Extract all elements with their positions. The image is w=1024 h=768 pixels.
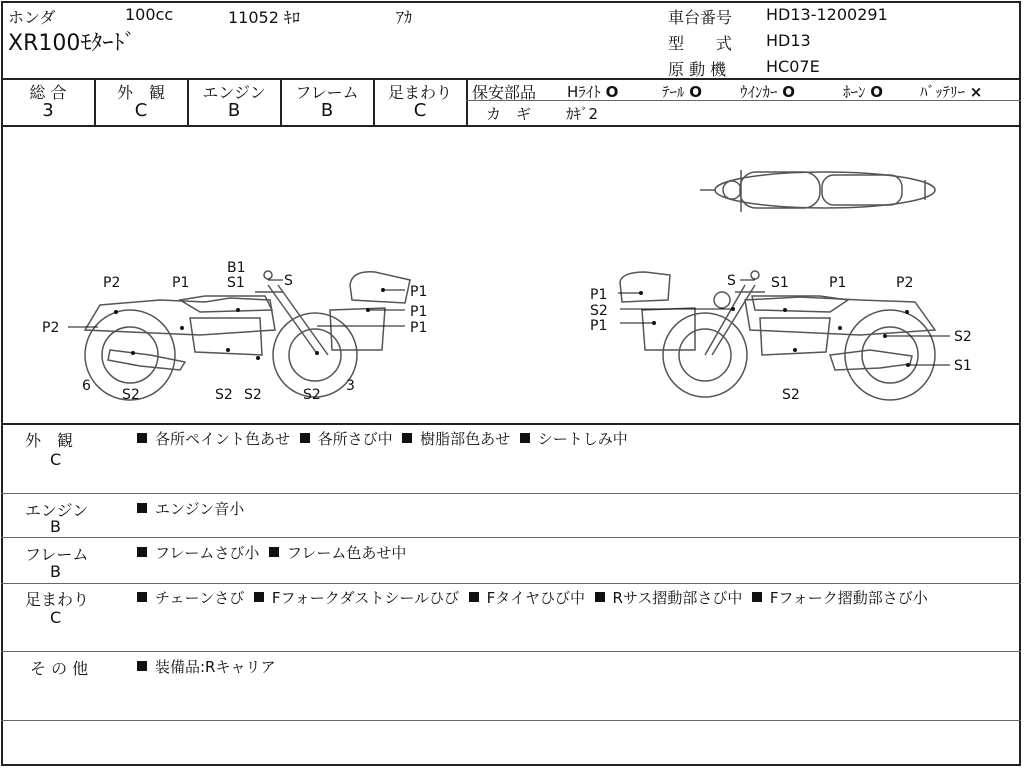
remark-notes-exterior: 各所ペイント色あせ 各所さび中 樹脂部色あせ シートしみ中: [137, 428, 628, 449]
grade-label-frame: フレーム: [295, 83, 359, 102]
type-value: HD13: [766, 31, 811, 50]
damage-label: S2: [303, 387, 321, 403]
grade-frame: B: [320, 100, 334, 121]
key-label: カ ギ: [486, 105, 532, 123]
damage-label: B1: [227, 260, 246, 276]
damage-label: S2: [590, 303, 608, 319]
damage-label: S2: [782, 387, 800, 403]
remark-category-exterior: 外 観: [25, 431, 74, 450]
safety-item-winker: ｳｲﾝｶｰ O: [740, 83, 796, 101]
bullet-icon: [469, 592, 479, 602]
bullet-icon: [254, 592, 264, 602]
divider: [1, 720, 1021, 721]
left-view-motorcycle: [85, 271, 410, 400]
model-name: XR100ﾓﾀｰﾄﾞ: [8, 31, 136, 56]
damage-label: P2: [103, 275, 121, 291]
divider: [1, 651, 1021, 652]
safety-label: 保安部品: [472, 83, 537, 102]
grade-label-exterior: 外 観: [116, 83, 165, 102]
remark-category-frame: フレーム: [25, 545, 89, 564]
bullet-icon: [137, 661, 147, 671]
bullet-icon: [402, 433, 412, 443]
damage-label: P2: [42, 320, 60, 336]
grade-suspension: C: [413, 100, 427, 121]
safety-item-headlight: Hﾗｲﾄ O: [567, 83, 619, 101]
displacement: 100cc: [125, 5, 174, 24]
bullet-icon: [137, 433, 147, 443]
engine-value: HC07E: [766, 57, 820, 76]
damage-label: P1: [590, 287, 608, 303]
remark-category-suspension: 足まわり: [25, 590, 90, 609]
damage-label: P1: [172, 275, 190, 291]
damage-label: S: [727, 273, 736, 289]
left-diagram-labels: [42, 260, 427, 403]
safety-item-tail: ﾃｰﾙ O: [662, 83, 703, 101]
damage-label: P1: [410, 320, 428, 336]
remark-grade-frame: B: [50, 562, 61, 581]
remark-notes-frame: フレームさび小 フレーム色あせ中: [137, 542, 406, 563]
grade-exterior: C: [134, 100, 148, 121]
damage-label: S1: [954, 358, 972, 374]
remark-notes-other: 装備品:Rキャリア: [137, 656, 275, 677]
damage-label: S2: [244, 387, 262, 403]
damage-label: S2: [215, 387, 233, 403]
grade-engine: B: [227, 100, 241, 121]
damage-label: S1: [227, 275, 245, 291]
maker: ホンダ: [8, 8, 56, 27]
type-label: 型 式: [668, 34, 733, 53]
grade-label-total: 総 合: [29, 83, 67, 102]
remark-category-other: そ の 他: [30, 659, 89, 678]
bullet-icon: [300, 433, 310, 443]
remark-grade-engine: B: [50, 517, 61, 536]
damage-label: 3: [346, 378, 355, 394]
divider: [1, 537, 1021, 538]
grade-total: 3: [42, 100, 54, 121]
divider: [1, 423, 1021, 425]
bullet-icon: [269, 547, 279, 557]
damage-label: P1: [829, 275, 847, 291]
frame-no-label: 車台番号: [668, 8, 733, 27]
damage-label: P1: [410, 284, 428, 300]
remark-grade-exterior: C: [50, 450, 62, 469]
damage-label: S2: [954, 329, 972, 345]
body-color: ｱｶ: [396, 8, 413, 27]
engine-label: 原 動 機: [668, 60, 727, 79]
frame-no: HD13-1200291: [766, 5, 888, 24]
remark-grade-suspension: C: [50, 608, 62, 627]
damage-label: S: [284, 273, 293, 289]
key-value: ｶｷﾞ2: [566, 105, 599, 123]
divider: [1, 583, 1021, 584]
bullet-icon: [137, 547, 147, 557]
safety-item-battery: ﾊﾞｯﾃﾘｰ ×: [920, 83, 983, 101]
bullet-icon: [137, 592, 147, 602]
top-view-motorcycle: [700, 170, 935, 212]
damage-label: 6: [82, 378, 91, 394]
mileage: 11052 ｷﾛ: [228, 8, 300, 27]
damage-label: S1: [771, 275, 789, 291]
damage-diagram: [0, 126, 1024, 422]
damage-label: P1: [590, 318, 608, 334]
safety-item-horn: ﾎｰﾝ O: [843, 83, 884, 101]
damage-label: S2: [122, 387, 140, 403]
divider: [466, 78, 468, 125]
bullet-icon: [137, 503, 147, 513]
damage-label: P2: [896, 275, 914, 291]
divider: [1, 493, 1021, 494]
remark-category-engine: エンジン: [25, 501, 89, 520]
remark-notes-engine: エンジン音小: [137, 498, 244, 519]
bullet-icon: [520, 433, 530, 443]
remark-notes-suspension: チェーンさび Fフォークダストシールひび Fタイヤひび中 Rサス摺動部さび中 Fフォーク摺動部さび小: [137, 587, 1007, 609]
bullet-icon: [595, 592, 605, 602]
damage-label: P1: [410, 304, 428, 320]
bullet-icon: [752, 592, 762, 602]
right-diagram-labels: [590, 273, 972, 403]
grade-label-suspension: 足まわり: [387, 83, 452, 102]
grade-label-engine: エンジン: [202, 83, 266, 102]
